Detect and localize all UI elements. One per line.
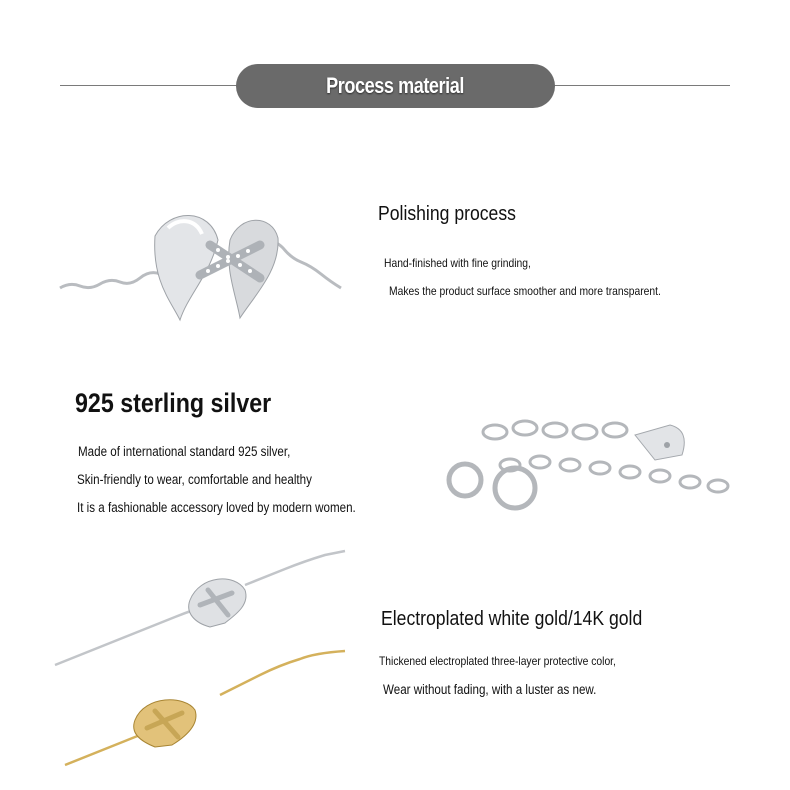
silver-line-2: Skin-friendly to wear, comfortable and healthy bbox=[77, 472, 312, 487]
header-rule-right bbox=[553, 85, 730, 86]
plating-line-1: Thickened electroplated three-layer protective color, bbox=[379, 654, 616, 668]
silver-line-1: Made of international standard 925 silver, bbox=[78, 444, 291, 459]
page-title: Process material bbox=[326, 73, 465, 98]
polishing-title: Polishing process bbox=[378, 203, 516, 225]
silver-extension-chain-image bbox=[420, 410, 740, 520]
polishing-line-2: Makes the product surface smoother and more transparent. bbox=[389, 284, 661, 298]
plating-title: Electroplated white gold/14K gold bbox=[381, 608, 643, 630]
silver-and-gold-bracelets-image bbox=[50, 545, 350, 770]
silver-title: 925 sterling silver bbox=[75, 388, 272, 418]
silver-line-3: It is a fashionable accessory loved by modern women. bbox=[77, 500, 356, 515]
section-title-pill bbox=[236, 64, 555, 108]
header-rule-left bbox=[60, 85, 238, 86]
plating-line-2: Wear without fading, with a luster as new. bbox=[383, 682, 597, 697]
polishing-line-1: Hand-finished with fine grinding, bbox=[384, 256, 531, 270]
silver-heart-bracelet-image bbox=[60, 200, 345, 330]
